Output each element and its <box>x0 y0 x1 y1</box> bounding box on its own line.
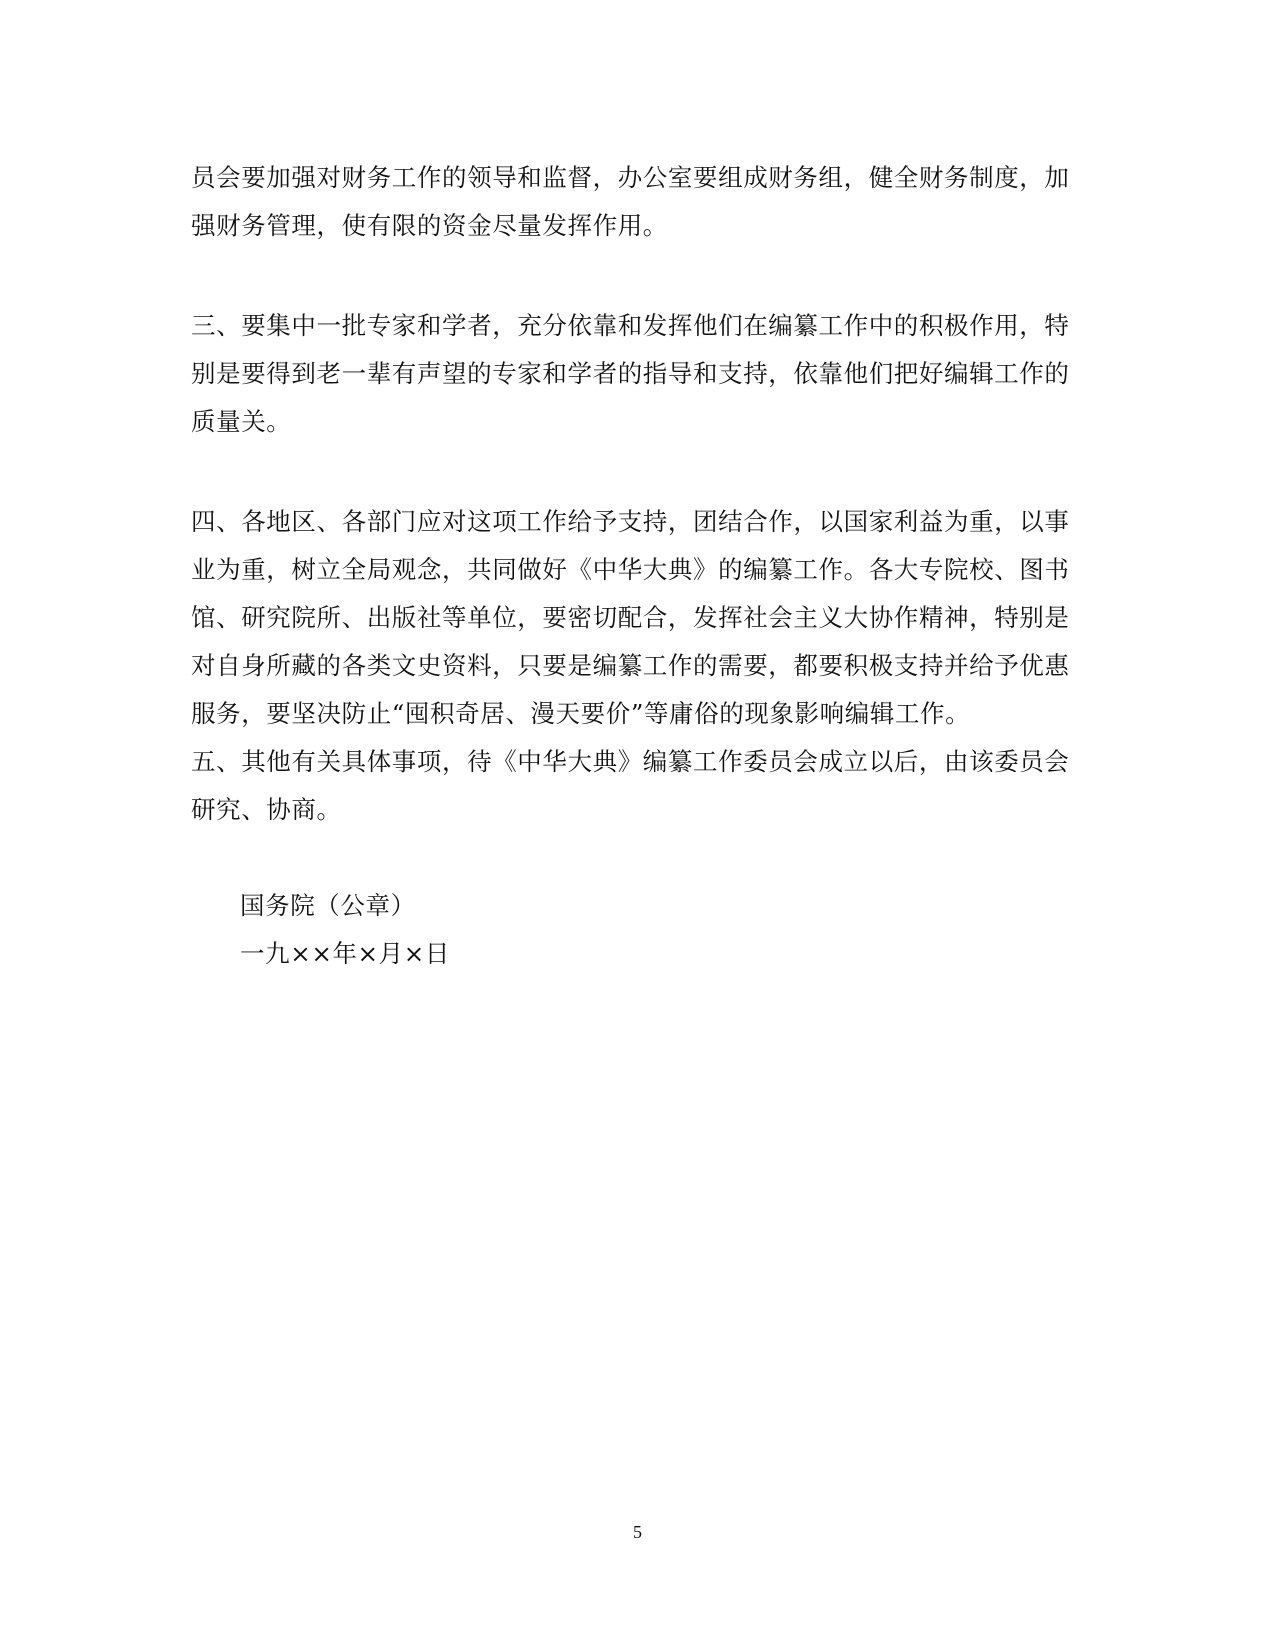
text-line: 强财务管理，使有限的资金尽量发挥作用。 <box>191 211 668 240</box>
paragraph-item-four <box>191 498 1071 738</box>
text-line: 三、要集中一批专家和学者，充分依靠和发挥他们在编纂工作中的积极作用，特 <box>191 311 1070 340</box>
text-line: 五、其他有关具体事项，待《中华大典》编纂工作委员会成立以后，由该委员会 <box>191 747 1070 776</box>
signature-date: 一九××年×月×日 <box>240 939 451 968</box>
paragraph-finance-continuation <box>191 154 1071 250</box>
signature-issuer: 国务院（公章） <box>240 891 416 920</box>
text-line: 质量关。 <box>191 407 292 436</box>
page-number: 5 <box>633 1522 642 1542</box>
text-line: 四、各地区、各部门应对这项工作给予支持，团结合作，以国家利益为重，以事 <box>191 507 1070 536</box>
text-line: 研究、协商。 <box>191 795 342 824</box>
text-line: 馆、研究院所、出版社等单位，要密切配合，发挥社会主义大协作精神，特别是 <box>191 603 1070 632</box>
paragraph-item-five <box>191 738 1071 834</box>
text-line: 对自身所藏的各类文史资料，只要是编纂工作的需要，都要积极支持并给予优惠 <box>191 651 1070 680</box>
paragraph-item-three <box>191 302 1071 446</box>
text-line: 业为重，树立全局观念，共同做好《中华大典》的编纂工作。各大专院校、图书 <box>191 555 1070 584</box>
text-line: 服务，要坚决防止“囤积奇居、漫天要价”等庸俗的现象影响编辑工作。 <box>191 699 971 728</box>
text-line: 别是要得到老一辈有声望的专家和学者的指导和支持，依靠他们把好编辑工作的 <box>191 359 1070 388</box>
text-line: 员会要加强对财务工作的领导和监督，办公室要组成财务组，健全财务制度，加 <box>191 163 1070 192</box>
